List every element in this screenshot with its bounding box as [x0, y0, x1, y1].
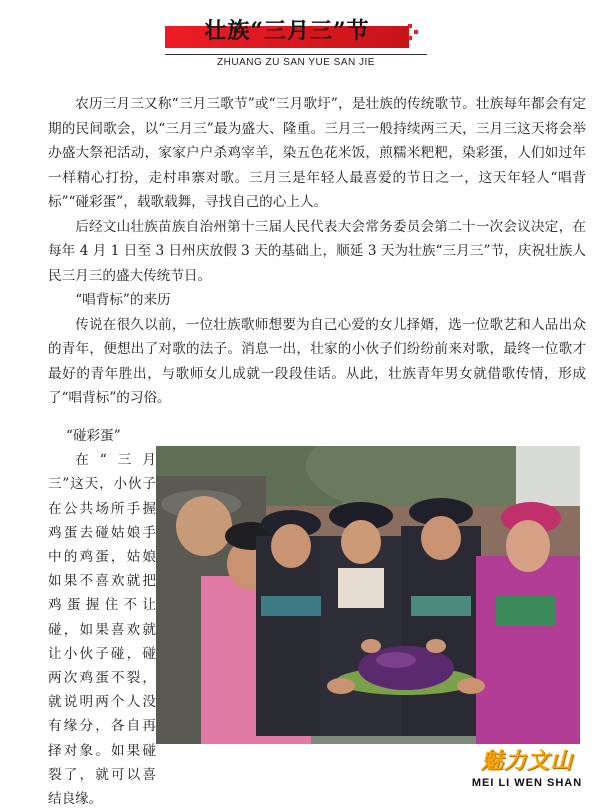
page-title: 壮族“三月三”节: [204, 18, 370, 44]
festival-photo: [156, 446, 580, 744]
paragraph-egg-custom: 在“三月三”这天，小伙子在公共场所手握鸡蛋去碰姑娘手中的鸡蛋，姑娘如果不喜欢就把鸡蛋握住不让碰，如果喜欢就让小伙子碰，碰两次鸡蛋不裂，就说明两个人没有缘分，各自再择对象。如果碰裂了，就可以喜结良缘。: [48, 452, 156, 808]
festival-photo-illustration: [156, 446, 580, 744]
paragraph-decision: 后经文山壮族苗族自治州第十三届人民代表大会常务委员会第二十一次会议决定，在每年 4 月 1 日至 3 日州庆放假 3 天的基础上，顺延 3 天为壮族“三月三”节，庆祝壮族人民三月三的盛大传统节日。: [48, 218, 586, 284]
paragraph-intro: 农历三月三又称“三月三歌节”或“三月歌圩”，是壮族的传统歌节。壮族每年都会有定期的民间歌会，以“三月三”最为盛大、隆重。三月三一般持续两三天，三月三这天将会举办盛大祭祀活动，家家户户杀鸡宰羊，染五色花米饭，煎糯米粑粑，染彩蛋，人们如过年一样精心打扮，走村串寨对歌。三月三是年轻人最喜爱的节日之一，这天年轻人“唱背标”“碰彩蛋”，载歌载舞，寻找自己的心上人。: [48, 96, 586, 210]
heading-chang-bei-biao: “唱背标”的来历: [75, 292, 171, 308]
brand-pinyin: MEI LI WEN SHAN: [471, 777, 583, 789]
page-subtitle: ZHUANG ZU SAN YUE SAN JIE: [217, 57, 375, 68]
heading-peng-cai-dan: “碰彩蛋”: [66, 428, 121, 444]
side-column: [48, 424, 156, 811]
article-body: [48, 92, 586, 411]
title-dots-decoration: [408, 22, 424, 46]
paragraph-legend: 传说在很久以前，一位壮族歌师想要为自己心爱的女儿择婿，选一位歌艺和人品出众的青年，便想出了对歌的法子。消息一出，壮家的小伙子们纷纷前来对歌，最终一位歌才最好的青年胜出，与歌师女儿成就一段段佳话。从此，壮族青年男女就借歌传情，形成了“唱背标”的习俗。: [48, 316, 586, 406]
title-rule: [165, 54, 427, 55]
brand-chinese-name: 魅力文山: [480, 749, 573, 774]
brand-logo: [462, 744, 592, 789]
header: [0, 0, 606, 80]
